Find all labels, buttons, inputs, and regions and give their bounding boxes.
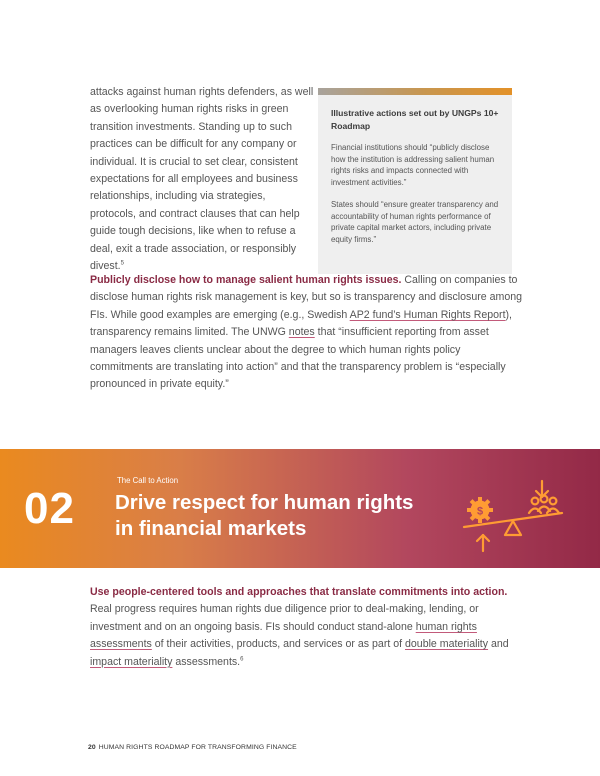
- sidebar-accent-bar: [318, 88, 512, 95]
- double-materiality-link[interactable]: double materiality: [405, 638, 489, 651]
- sidebar-title: Illustrative actions set out by UNGPs 10+ Roadmap: [331, 108, 499, 131]
- disclose-text-3: that “insufficient reporting from asset managers leaves clients unclear about the degree to which human rights policy commitments are translating into action” and that the transparency problem is “especially pronounced in private equity.”: [90, 326, 506, 391]
- disclose-heading: Publicly disclose how to manage salient human rights issues.: [90, 274, 402, 286]
- tools-text-2: of their activities, products, and services or as part of: [151, 638, 406, 651]
- tools-text-3: and: [488, 638, 509, 651]
- unwg-notes-link[interactable]: notes: [288, 326, 315, 339]
- banner-kicker: The Call to Action: [117, 476, 179, 485]
- sidebar-para-states: States should “ensure greater transparency and accountability of human rights performance of private capital market actors, including private equity firms.”: [331, 199, 499, 244]
- section-number: 02: [24, 484, 75, 533]
- human-rights-assessments-link[interactable]: human rights assessments: [90, 620, 477, 651]
- svg-text:$: $: [476, 505, 484, 518]
- impact-materiality-link[interactable]: impact materiality: [90, 655, 173, 668]
- sidebar-content: [331, 107, 505, 246]
- disclose-text-2: ), transparency remains limited. The UNWG: [90, 308, 513, 339]
- tools-heading: Use people-centered tools and approaches that translate commitments into action.: [90, 586, 508, 598]
- intro-paragraph: [90, 84, 314, 275]
- footer-title: HUMAN RIGHTS ROADMAP FOR TRANSFORMING FINANCE: [98, 744, 297, 751]
- tools-text-1: Real progress requires human rights due diligence prior to deal-making, lending, or investment and on an ongoing basis. FIs should conduct stand-alone: [90, 603, 479, 633]
- roadmap-sidebar: [318, 88, 512, 274]
- call-to-action-banner: [0, 449, 600, 568]
- balance-seesaw-icon: [458, 463, 566, 555]
- banner-title: Drive respect for human rights in financial markets: [115, 491, 414, 540]
- page-number: 20: [88, 744, 96, 751]
- tools-paragraph: [90, 584, 522, 671]
- intro-text: attacks against human rights defenders, as well as overlooking human rights risks in green transition investments. Standing up to such practices can be difficult for any company or individual. It is crucial to set clear, consistent expectations for all employees and business relationships, including via strategies, protocols, and contract clauses that can help guide tough decisions, like when to refuse a deal, exit a trade association, or responsibly divest.: [90, 86, 314, 273]
- disclose-text-1: Calling on companies to disclose human rights risk management is key, but so is transparency and disclosure among FIs. While good examples are emerging (e.g., Swedish: [90, 274, 523, 321]
- sidebar-para-fi: Financial institutions should “publicly disclose how the institution is addressing salient human rights risks and impacts connected with investment activities.”: [331, 143, 495, 188]
- disclose-paragraph: [90, 272, 522, 394]
- ap2-report-link[interactable]: AP2 fund’s Human Rights Report: [349, 308, 506, 321]
- tools-text-4: assessments.: [172, 655, 241, 668]
- footnote-marker-6[interactable]: 6: [240, 656, 244, 663]
- page-footer: [88, 744, 297, 751]
- footnote-marker[interactable]: 5: [120, 260, 124, 267]
